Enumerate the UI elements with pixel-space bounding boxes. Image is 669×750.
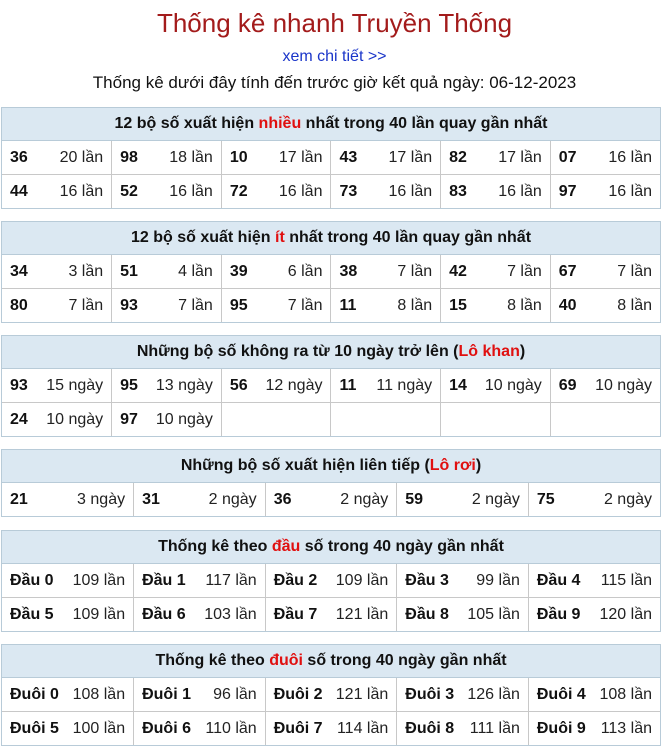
table-row: [2, 369, 660, 403]
stat-count: 17 lần: [388, 148, 433, 166]
page-subtitle: Thống kê dưới đây tính đến trước giờ kết quả ngày: 06-12-2023: [92, 73, 577, 92]
stats-table: [2, 483, 660, 516]
stat-count: 108 lần: [599, 685, 652, 703]
stat-number: 21: [10, 490, 28, 508]
stat-count: 10 ngày: [484, 376, 542, 394]
stat-count: 113 lần: [600, 719, 652, 737]
stat-count: 121 lần: [335, 685, 389, 703]
stat-cell: [221, 255, 331, 289]
stat-cell: [265, 598, 397, 632]
stat-number: Đầu 8: [405, 605, 449, 623]
stat-count: 4 lần: [178, 262, 213, 280]
stat-number: Đuôi 8: [405, 719, 455, 737]
stat-count: 2 ngày: [603, 490, 652, 508]
stat-number: 67: [558, 262, 577, 280]
stat-cell: [221, 403, 331, 437]
stat-cell: [2, 712, 134, 746]
stat-number: 11: [339, 296, 357, 314]
stat-count: 16 lần: [388, 182, 433, 200]
stat-number: 14: [449, 376, 467, 394]
stat-cell: [397, 712, 529, 746]
stat-number: 83: [449, 182, 467, 200]
stat-cell: [528, 598, 660, 632]
stat-cell: [331, 175, 441, 209]
stat-number: Đầu 9: [536, 605, 581, 623]
stat-cell: [2, 175, 112, 209]
head-digit-section: [1, 530, 661, 632]
stat-cell: [528, 483, 660, 516]
section-heading: Những bộ số xuất hiện liên tiếp (Lô rơi): [2, 450, 660, 483]
stat-cell: [112, 369, 222, 403]
stats-table: [2, 564, 660, 631]
stat-number: Đầu 4: [536, 571, 581, 589]
section-heading: Những bộ số không ra từ 10 ngày trở lên (Lô khan): [2, 336, 660, 369]
stat-cell: [112, 289, 222, 323]
stat-cell: [528, 712, 660, 746]
lo-khan-section: [1, 335, 661, 437]
stat-cell: [528, 678, 660, 712]
page-header: [0, 0, 669, 93]
stat-cell: [331, 289, 441, 323]
stat-number: 97: [558, 182, 577, 200]
stat-number: Đuôi 5: [10, 719, 59, 737]
stat-cell: [2, 564, 134, 598]
stat-number: 75: [536, 490, 555, 508]
stat-cell: [221, 141, 331, 175]
stat-count: 10 ngày: [46, 410, 104, 428]
stat-count: 16 lần: [608, 148, 652, 166]
stat-cell: [221, 289, 331, 323]
stat-count: 3 ngày: [77, 490, 126, 508]
stat-count: 18 lần: [169, 148, 213, 166]
stat-count: 12 ngày: [265, 376, 323, 394]
stat-number: 38: [339, 262, 358, 280]
stat-count: 16 lần: [169, 182, 213, 200]
stat-count: 7 lần: [507, 262, 542, 280]
stat-count: 117 lần: [205, 571, 257, 589]
stat-count: 108 lần: [72, 685, 126, 703]
stat-number: 42: [449, 262, 467, 280]
section-heading: Thống kê theo đuôi số trong 40 ngày gần nhất: [2, 645, 660, 678]
stat-cell: [2, 598, 134, 632]
stat-number: Đầu 7: [273, 605, 318, 623]
stat-cell: [550, 255, 660, 289]
stat-count: 10 ngày: [155, 410, 213, 428]
stat-number: 98: [120, 148, 138, 166]
stat-count: 7 lần: [68, 296, 104, 314]
stat-cell: [550, 403, 660, 437]
page-title: Thống kê nhanh Truyền Thống: [156, 8, 513, 38]
tail-digit-section: [1, 644, 661, 746]
stat-number: 93: [10, 376, 28, 394]
stat-cell: [550, 175, 660, 209]
stat-number: 73: [339, 182, 358, 200]
stat-count: 8 lần: [617, 296, 652, 314]
stat-number: Đầu 5: [10, 605, 54, 623]
stats-table: [2, 369, 660, 436]
section-heading: Thống kê theo đầu số trong 40 ngày gần nhất: [2, 531, 660, 564]
table-row: [2, 403, 660, 437]
stat-number: 40: [558, 296, 577, 314]
section-heading: 12 bộ số xuất hiện ít nhất trong 40 lần quay gần nhất: [2, 222, 660, 255]
table-row: [2, 141, 660, 175]
stat-number: Đuôi 6: [142, 719, 191, 737]
stat-count: 120 lần: [599, 605, 652, 623]
stat-count: 6 lần: [287, 262, 323, 280]
section-heading: 12 bộ số xuất hiện nhiều nhất trong 40 lần quay gần nhất: [2, 108, 660, 141]
stat-number: Đầu 3: [405, 571, 449, 589]
stat-cell: [397, 678, 529, 712]
stat-number: 82: [449, 148, 467, 166]
table-row: [2, 175, 660, 209]
stat-number: 95: [229, 296, 248, 314]
stat-count: 2 ngày: [208, 490, 257, 508]
stat-cell: [550, 369, 660, 403]
stat-cell: [441, 175, 551, 209]
table-row: [2, 289, 660, 323]
stat-number: Đuôi 1: [142, 685, 191, 703]
stat-cell: [134, 483, 266, 516]
stat-number: 80: [10, 296, 28, 314]
stat-number: 44: [10, 182, 28, 200]
stat-number: Đầu 0: [10, 571, 54, 589]
stat-count: 2 ngày: [340, 490, 389, 508]
stat-cell: [112, 141, 222, 175]
stats-table: [2, 255, 660, 322]
stat-count: 100 lần: [72, 719, 126, 737]
stat-count: 109 lần: [72, 571, 126, 589]
stat-cell: [331, 403, 441, 437]
stat-count: 103 lần: [204, 605, 257, 623]
stat-cell: [134, 678, 266, 712]
stat-number: Đuôi 2: [273, 685, 323, 703]
stat-count: 10 ngày: [595, 376, 652, 394]
stat-number: Đầu 6: [142, 605, 186, 623]
stat-cell: [2, 403, 112, 437]
stat-count: 111 lần: [469, 719, 520, 737]
stat-number: 97: [120, 410, 138, 428]
stat-cell: [134, 598, 266, 632]
stat-number: 15: [449, 296, 467, 314]
most-frequent-section: [1, 107, 661, 209]
stat-count: 99 lần: [476, 571, 520, 589]
table-row: [2, 255, 660, 289]
stat-cell: [112, 255, 222, 289]
stat-cell: [550, 141, 660, 175]
stat-cell: [221, 175, 331, 209]
stat-number: 56: [229, 376, 248, 394]
stat-cell: [331, 141, 441, 175]
stat-count: 16 lần: [608, 182, 652, 200]
stat-count: 8 lần: [397, 296, 433, 314]
stat-cell: [134, 712, 266, 746]
stat-count: 7 lần: [397, 262, 433, 280]
stat-count: 96 lần: [213, 685, 257, 703]
stat-count: 16 lần: [59, 182, 104, 200]
stat-number: 43: [339, 148, 358, 166]
stat-cell: [441, 255, 551, 289]
stat-count: 114 lần: [336, 719, 389, 737]
lo-roi-section: [1, 449, 661, 517]
stat-count: 17 lần: [278, 148, 323, 166]
stat-count: 105 lần: [467, 605, 520, 623]
stat-number: 52: [120, 182, 138, 200]
stat-count: 3 lần: [68, 262, 104, 280]
stat-cell: [2, 678, 134, 712]
stat-count: 8 lần: [507, 296, 542, 314]
least-frequent-section: [1, 221, 661, 323]
table-row: [2, 678, 660, 712]
stat-cell: [441, 289, 551, 323]
stat-count: 13 ngày: [155, 376, 213, 394]
stat-number: 36: [273, 490, 292, 508]
stat-count: 7 lần: [617, 262, 652, 280]
stat-number: 95: [120, 376, 138, 394]
stat-number: Đuôi 9: [536, 719, 586, 737]
stat-cell: [2, 289, 112, 323]
stat-number: Đầu 2: [273, 571, 318, 589]
stat-cell: [134, 564, 266, 598]
stat-number: 31: [142, 490, 160, 508]
stat-cell: [550, 289, 660, 323]
stat-cell: [331, 369, 441, 403]
view-details-link[interactable]: xem chi tiết >>: [282, 48, 387, 65]
stat-count: 16 lần: [278, 182, 323, 200]
stat-count: 121 lần: [335, 605, 389, 623]
stat-count: 20 lần: [59, 148, 104, 166]
stat-count: 15 ngày: [46, 376, 104, 394]
stat-number: 69: [558, 376, 577, 394]
stat-count: 110 lần: [205, 719, 257, 737]
stat-cell: [397, 564, 529, 598]
stat-cell: [265, 564, 397, 598]
stat-cell: [397, 483, 529, 516]
stat-number: Đuôi 3: [405, 685, 455, 703]
stat-number: Đuôi 0: [10, 685, 59, 703]
stat-number: 24: [10, 410, 28, 428]
stat-number: 36: [10, 148, 28, 166]
stat-number: 93: [120, 296, 138, 314]
stat-number: 51: [120, 262, 138, 280]
stat-count: 17 lần: [498, 148, 542, 166]
stat-cell: [265, 712, 397, 746]
stat-number: 07: [558, 148, 577, 166]
stat-count: 2 ngày: [471, 490, 520, 508]
stats-table: [2, 678, 660, 745]
stat-number: 72: [229, 182, 248, 200]
stat-cell: [2, 141, 112, 175]
stat-cell: [441, 141, 551, 175]
stat-number: Đuôi 7: [273, 719, 323, 737]
table-row: [2, 712, 660, 746]
stat-count: 7 lần: [287, 296, 323, 314]
stat-number: 59: [405, 490, 424, 508]
stat-number: 39: [229, 262, 248, 280]
stat-number: 11: [339, 376, 357, 394]
stat-number: Đầu 1: [142, 571, 186, 589]
stat-cell: [112, 175, 222, 209]
stat-count: 109 lần: [72, 605, 126, 623]
stat-cell: [221, 369, 331, 403]
stat-count: 11 ngày: [376, 376, 433, 394]
stats-table: [2, 141, 660, 208]
stat-count: 126 lần: [467, 685, 520, 703]
stat-cell: [265, 483, 397, 516]
stat-cell: [112, 403, 222, 437]
stat-count: 115 lần: [600, 571, 652, 589]
stat-cell: [331, 255, 441, 289]
stat-cell: [528, 564, 660, 598]
stat-count: 109 lần: [335, 571, 389, 589]
table-row: [2, 564, 660, 598]
stat-cell: [265, 678, 397, 712]
stat-cell: [397, 598, 529, 632]
stat-number: 34: [10, 262, 28, 280]
stat-cell: [441, 369, 551, 403]
stat-count: 16 lần: [498, 182, 542, 200]
stat-count: 7 lần: [178, 296, 213, 314]
stat-number: Đuôi 4: [536, 685, 586, 703]
stat-cell: [2, 483, 134, 516]
stat-cell: [441, 403, 551, 437]
stat-cell: [2, 369, 112, 403]
table-row: [2, 483, 660, 516]
stat-cell: [2, 255, 112, 289]
stat-number: 10: [229, 148, 248, 166]
table-row: [2, 598, 660, 632]
